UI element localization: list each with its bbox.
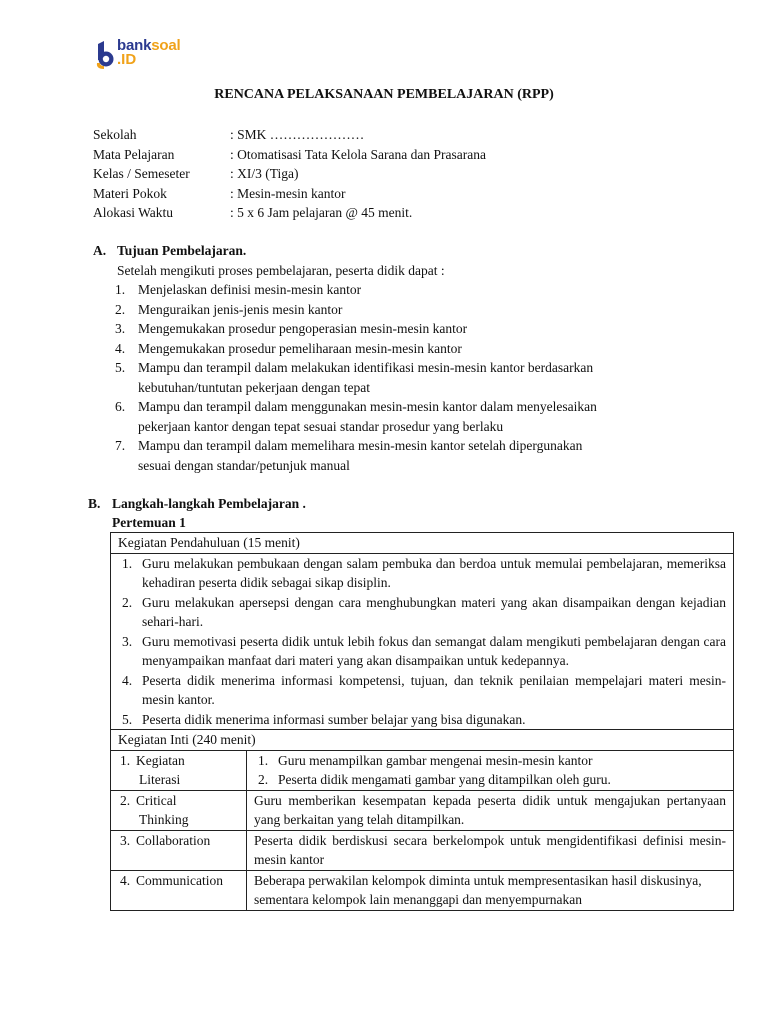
inti-content-cell: Guru memberikan kesempatan kepada peserta didik untuk mengajukan pertanyaan yang berkaitan yang telah ditampilkan. — [247, 790, 734, 830]
logo-brand-text: banksoal — [117, 37, 181, 54]
table-row — [111, 750, 734, 790]
list-item: 3. Mengemukakan prosedur pengoperasian mesin-mesin kantor — [115, 321, 468, 336]
meeting-label: Pertemuan 1 — [112, 515, 186, 530]
inti-header: Kegiatan Inti (240 menit) — [111, 730, 734, 751]
info-label: Alokasi Waktu — [93, 205, 174, 220]
info-value: : SMK ………………… — [230, 127, 365, 142]
list-item: 3. Guru memotivasi peserta didik untuk lebih fokus dan semangat dalam mengikuti pembelajaran dengan cara menyampaikan manfaat dari materi yang akan disampaikan untuk kedepannya. — [122, 633, 726, 668]
info-row — [93, 184, 486, 204]
list-item: 5. Mampu dan terampil dalam melakukan identifikasi mesin-mesin kantor berdasarkan kebutuhan/tuntutan pekerjaan dengan tepat — [115, 360, 594, 395]
list-item: 4. Peserta didik menerima informasi kompetensi, tujuan, dan teknik penilaian mempelajari materi mesin-mesin kantor. — [122, 672, 726, 707]
info-row — [93, 145, 486, 165]
inti-content-cell: Peserta didik berdiskusi secara berkelompok untuk mengidentifikasi definisi mesin-mesin kantor — [247, 830, 734, 870]
info-value: : Otomatisasi Tata Kelola Sarana dan Prasarana — [230, 146, 486, 162]
banksoal-logo-icon — [94, 40, 116, 70]
list-item: 4. Mengemukakan prosedur pemeliharaan mesin-mesin kantor — [115, 340, 462, 356]
info-row — [93, 164, 486, 184]
list-item: 2. Guru melakukan apersepsi dengan cara menghubungkan materi yang akan disampaikan dengan kejadian sehari-hari. — [122, 594, 726, 629]
table-row — [111, 553, 734, 730]
section-a-intro: Setelah mengikuti proses pembelajaran, peserta didik dapat : — [117, 263, 445, 278]
inti-label-cell: 4. Communication — [111, 870, 247, 910]
info-value: : XI/3 (Tiga) — [230, 166, 299, 181]
pendahuluan-cell — [111, 553, 734, 730]
info-value: : Mesin-mesin kantor — [230, 185, 346, 201]
list-item: 7. Mampu dan terampil dalam memelihara mesin-mesin kantor setelah dipergunakan sesuai dengan standar/petunjuk manual — [115, 438, 583, 473]
logo-brand-sub: .ID — [117, 51, 137, 68]
learning-steps-table — [110, 532, 734, 911]
info-value: : 5 x 6 Jam pelajaran @ 45 menit. — [230, 205, 413, 220]
info-block — [93, 125, 486, 223]
banksoal-logo — [94, 38, 204, 72]
info-label: Sekolah — [93, 127, 137, 142]
section-b-heading: B. Langkah-langkah Pembelajaran . — [88, 496, 306, 511]
table-row — [111, 730, 734, 751]
inti-content-cell: Beberapa perwakilan kelompok diminta untuk mempresentasikan hasil diskusinya, sementara kelompok lain menanggapi dan menyempurnakan — [247, 870, 734, 910]
info-row — [93, 203, 486, 223]
list-item: 1. Menjelaskan definisi mesin-mesin kantor — [115, 282, 362, 297]
document-title: RENCANA PELAKSANAAN PEMBELAJARAN (RPP) — [214, 87, 554, 102]
list-item: 5. Peserta didik menerima informasi sumber belajar yang bisa digunakan. — [122, 711, 526, 727]
list-item: 6. Mampu dan terampil dalam menggunakan mesin-mesin kantor dalam menyelesaikan pekerjaan kantor dengan tepat sesuai standar prosedur yang berlaku — [115, 399, 597, 434]
inti-label-cell: 2. Critical Thinking — [111, 790, 247, 830]
list-item: 1. Guru melakukan pembukaan dengan salam pembuka dan berdoa untuk memulai pembelajaran, memeriksa kehadiran peserta didik sebagai sikap disiplin. — [122, 555, 726, 590]
list-item: 1. Guru menampilkan gambar mengenai mesin-mesin kantor — [258, 752, 593, 768]
pendahuluan-header: Kegiatan Pendahuluan (15 menit) — [111, 533, 734, 554]
table-row — [111, 870, 734, 910]
list-item: 2. Peserta didik mengamati gambar yang ditampilkan oleh guru. — [258, 772, 611, 787]
info-label: Kelas / Semeseter — [93, 166, 190, 181]
info-row — [93, 125, 486, 145]
info-label: Materi Pokok — [93, 185, 167, 201]
info-label: Mata Pelajaran — [93, 146, 175, 162]
section-a-heading: A. Tujuan Pembelajaran. — [93, 243, 247, 258]
inti-label-cell: 3. Collaboration — [111, 830, 247, 870]
table-row — [111, 790, 734, 830]
table-row — [111, 830, 734, 870]
objectives-list — [115, 280, 597, 475]
list-item: 2. Menguraikan jenis-jenis mesin kantor — [115, 301, 343, 317]
inti-label-cell: 1. Kegiatan Literasi — [111, 750, 247, 790]
inti-content-cell — [247, 750, 734, 790]
table-row — [111, 533, 734, 554]
